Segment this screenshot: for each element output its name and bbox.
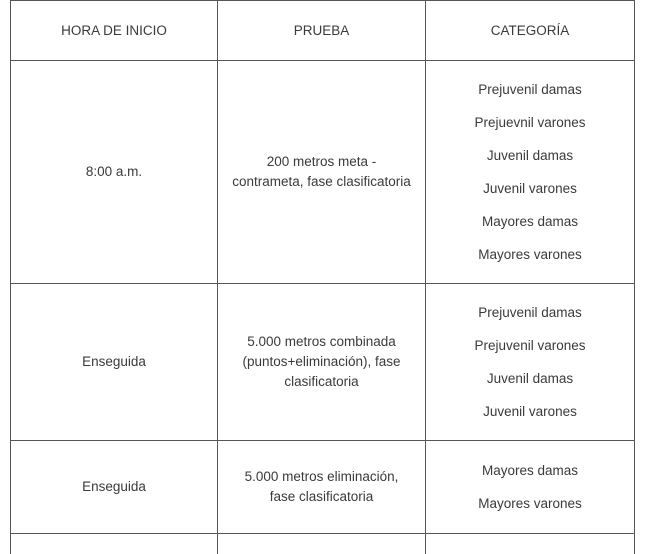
table-row (11, 441, 635, 534)
event-cell: 5.000 metros eliminación, fase clasificatoria (218, 441, 426, 534)
category-list (434, 454, 626, 520)
category-item: Juvenil varones (434, 172, 626, 205)
category-item: Juvenil varones (434, 395, 626, 428)
category-item: Mayores varones (434, 238, 626, 271)
category-list (434, 296, 626, 428)
header-row (11, 1, 635, 61)
category-cell (426, 284, 635, 441)
header-prueba: PRUEBA (218, 1, 426, 61)
header-hora: HORA DE INICIO (11, 1, 218, 61)
event-cell: 5.000 metros combinada (puntos+eliminación), fase clasificatoria (218, 284, 426, 441)
start-time-cell: Enseguida (11, 284, 218, 441)
header-categoria: CATEGORÍA (426, 1, 635, 61)
category-item: Prejuvenil varones (434, 329, 626, 362)
category-item: Mayores damas (434, 205, 626, 238)
category-item: Juvenil damas (434, 139, 626, 172)
schedule-table-container (10, 0, 634, 554)
category-item: Prejuvenil damas (434, 296, 626, 329)
category-item: Mayores varones (434, 487, 626, 520)
event-cell: 200 metros meta -contrameta, fase clasificatoria (218, 61, 426, 284)
table-row (11, 284, 635, 441)
category-item: Juvenil damas (434, 362, 626, 395)
category-item: Prejuvenil damas (434, 73, 626, 106)
category-item: Mayores damas (434, 454, 626, 487)
category-cell (426, 61, 635, 284)
table-row (11, 61, 635, 284)
empty-cell (426, 534, 635, 554)
category-list (434, 73, 626, 271)
start-time-cell: Enseguida (11, 441, 218, 534)
category-item: Prejuevnil varones (434, 106, 626, 139)
schedule-table (10, 0, 635, 554)
category-cell (426, 441, 635, 534)
empty-cell (218, 534, 426, 554)
start-time-cell: 8:00 a.m. (11, 61, 218, 284)
empty-cell (11, 534, 218, 554)
table-row-partial (11, 534, 635, 554)
